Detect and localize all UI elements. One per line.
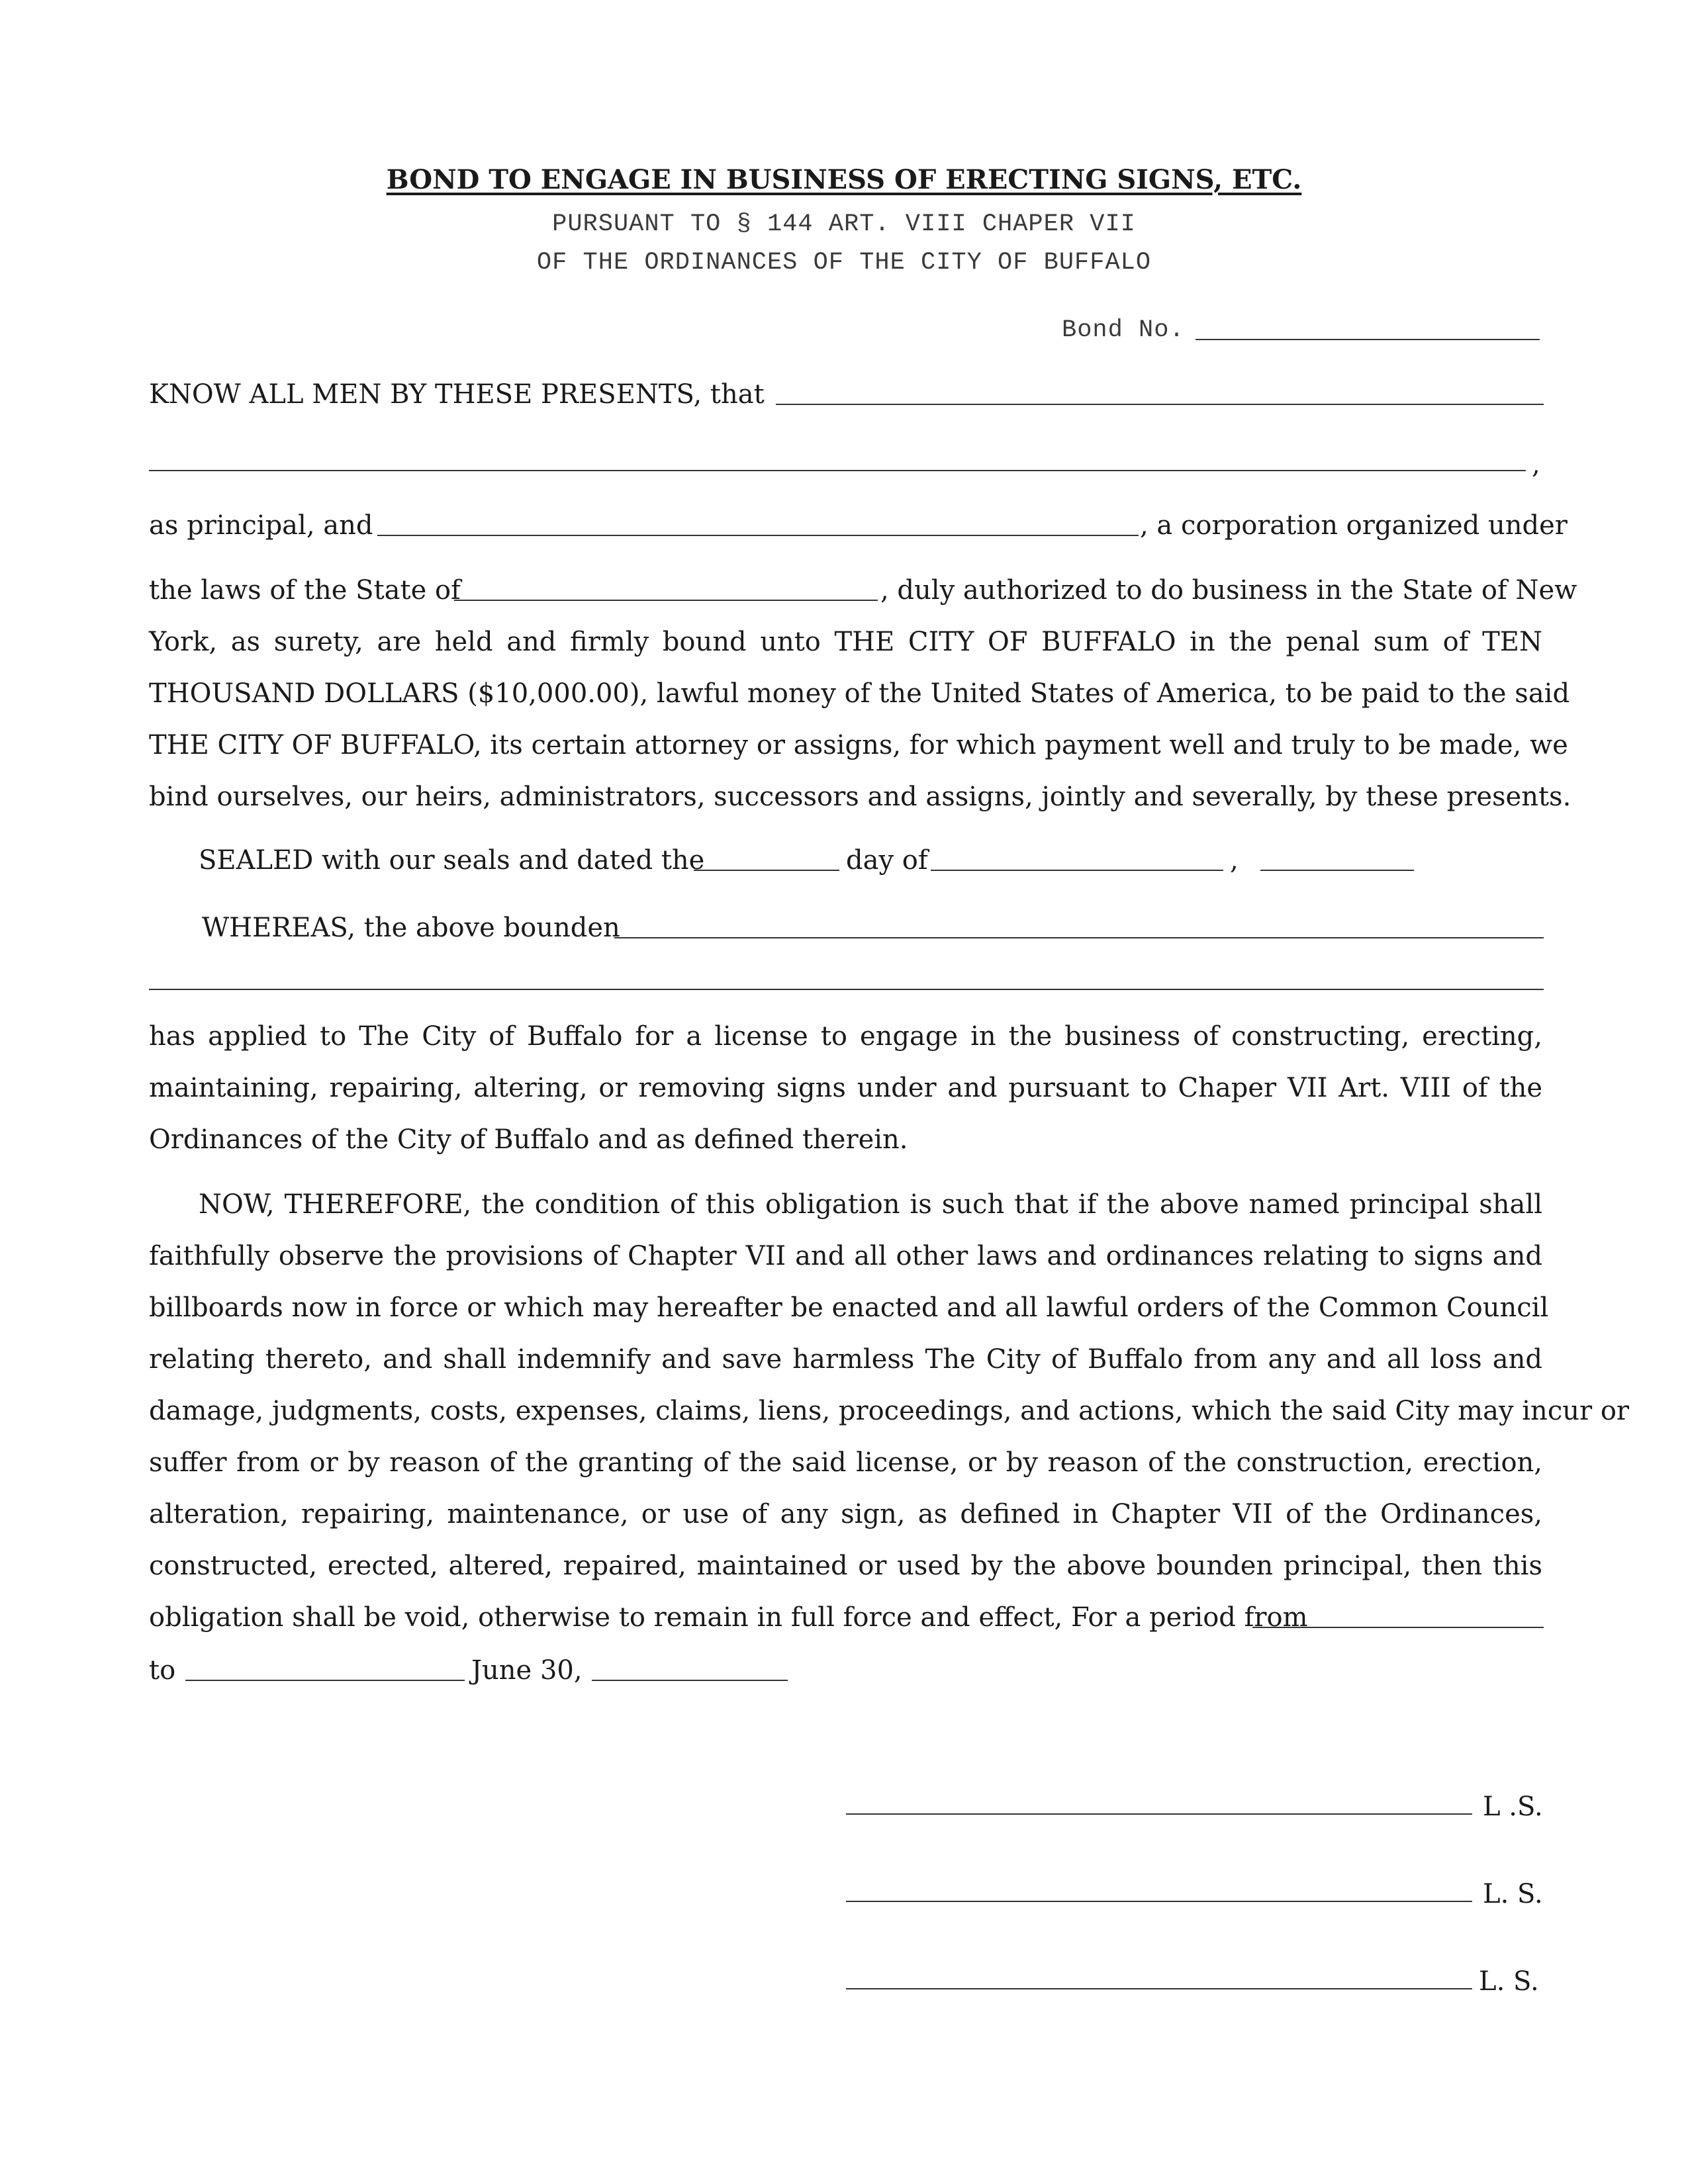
day-of-label: day of: [846, 845, 928, 876]
sealed-label: SEALED with our seals and dated the: [199, 845, 705, 876]
whereas-principal-field[interactable]: [614, 937, 1544, 938]
now-line-1: NOW, THEREFORE, the condition of this obligation is such that if the above named principal shall: [199, 1189, 1542, 1220]
now-line-8: constructed, erected, altered, repaired, maintained or used by the above bounden principal, then this: [149, 1551, 1542, 1581]
ls-label-3: L. S.: [1479, 1966, 1539, 1997]
know-all-label: KNOW ALL MEN BY THESE PRESENTS, that: [149, 379, 765, 410]
subtitle-line-2: OF THE ORDINANCES OF THE CITY OF BUFFALO: [536, 249, 1152, 277]
now-line-6: suffer from or by reason of the granting of the said license, or by reason of the construction, erection,: [149, 1447, 1542, 1478]
principal-address-field[interactable]: [149, 470, 1526, 471]
bound-line-3: THE CITY OF BUFFALO, its certain attorney or assigns, for which payment well and truly to be made, we: [149, 730, 1568, 760]
bond-no-label: Bond No.: [1062, 316, 1185, 344]
applied-line-2: maintaining, repairing, altering, or removing signs under and pursuant to Chaper VII Art. VIII of the: [149, 1073, 1542, 1103]
now-line-4: relating thereto, and shall indemnify and save harmless The City of Buffalo from any and all loss and: [149, 1344, 1542, 1375]
applied-line-3: Ordinances of the City of Buffalo and as defined therein.: [149, 1124, 908, 1155]
signature-line-2[interactable]: [846, 1901, 1472, 1902]
now-line-7: alteration, repairing, maintenance, or use of any sign, as defined in Chapter VII of the Ordinances,: [149, 1499, 1542, 1529]
now-line-2: faithfully observe the provisions of Chapter VII and all other laws and ordinances relating to signs and: [149, 1241, 1542, 1271]
surety-name-field[interactable]: [377, 535, 1139, 536]
sealed-comma: ,: [1230, 845, 1239, 876]
as-principal-label: as principal, and: [149, 510, 373, 541]
document-title: BOND TO ENGAGE IN BUSINESS OF ERECTING SIGNS, ETC.: [386, 164, 1302, 195]
corporation-label: , a corporation organized under: [1140, 510, 1568, 541]
subtitle-line-1: PURSUANT TO § 144 ART. VIII CHAPER VII: [552, 210, 1136, 238]
period-to-field[interactable]: [185, 1680, 465, 1681]
bound-line-1: York, as surety, are held and firmly bound unto THE CITY OF BUFFALO in the penal sum of TEN: [149, 627, 1542, 657]
period-year-field[interactable]: [592, 1680, 788, 1681]
whereas-label: WHEREAS, the above bounden: [202, 913, 620, 943]
bond-no-field[interactable]: [1196, 339, 1540, 340]
sealed-month-field[interactable]: [931, 870, 1223, 871]
signature-line-1[interactable]: [846, 1813, 1472, 1815]
bound-line-4: bind ourselves, our heirs, administrators, successors and assigns, jointly and severally, by these presents.: [149, 782, 1571, 812]
applied-line-1: has applied to The City of Buffalo for a license to engage in the business of constructing, erecting,: [149, 1021, 1542, 1052]
sealed-day-field[interactable]: [694, 870, 839, 871]
now-line-5: damage, judgments, costs, expenses, claims, liens, proceedings, and actions, which the said City may incur or: [149, 1396, 1630, 1426]
address-comma: ,: [1532, 449, 1540, 480]
whereas-principal-field-2[interactable]: [149, 989, 1544, 990]
june-30-label: June 30,: [471, 1655, 583, 1686]
sealed-year-field[interactable]: [1260, 870, 1414, 871]
state-field[interactable]: [454, 600, 878, 601]
now-line-3: billboards now in force or which may hereafter be enacted and all lawful orders of the Common Council: [149, 1293, 1549, 1323]
laws-of-state-label: the laws of the State of: [149, 575, 461, 606]
ls-label-1: L .S.: [1483, 1792, 1543, 1822]
period-to-label: to: [149, 1655, 176, 1686]
principal-name-field[interactable]: [776, 404, 1544, 405]
signature-line-3[interactable]: [846, 1988, 1472, 1989]
authorized-label: , duly authorized to do business in the State of New: [880, 575, 1577, 606]
period-label: obligation shall be void, otherwise to remain in full force and effect, For a period from: [149, 1602, 1308, 1633]
bound-line-2: THOUSAND DOLLARS ($10,000.00), lawful money of the United States of America, to be paid to the said: [149, 678, 1570, 709]
ls-label-2: L. S.: [1483, 1879, 1543, 1909]
period-from-field[interactable]: [1252, 1627, 1544, 1628]
